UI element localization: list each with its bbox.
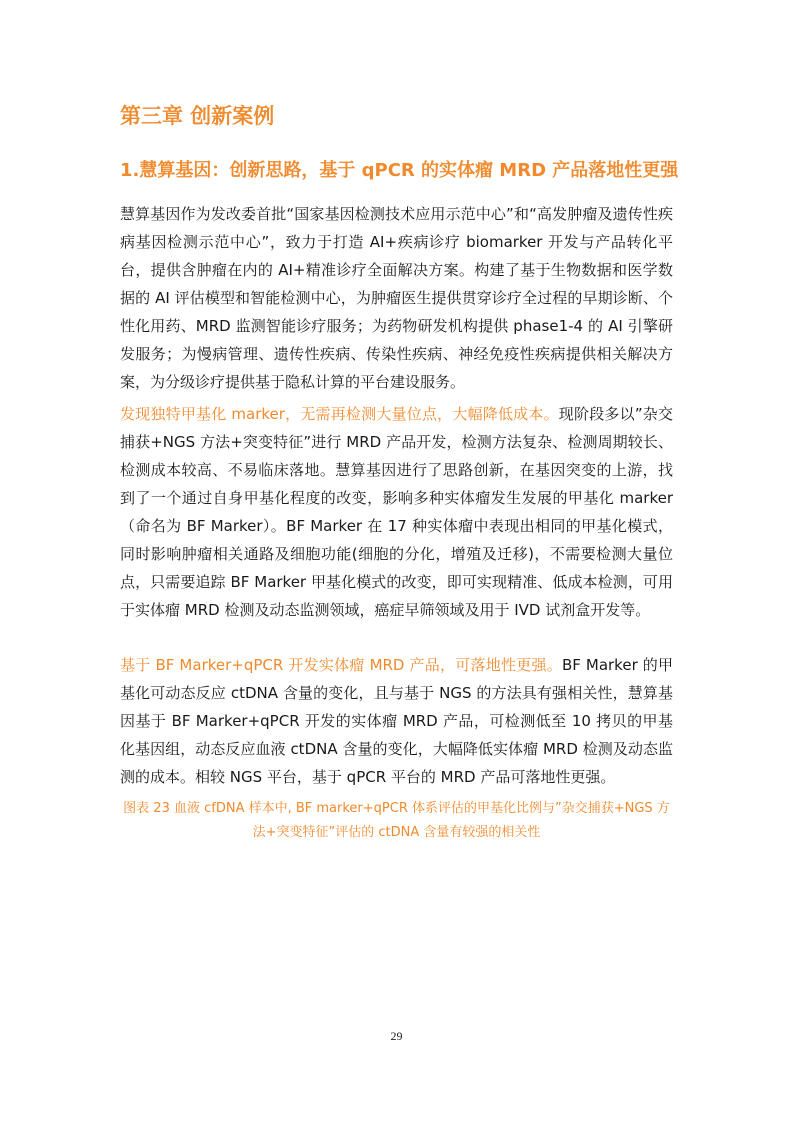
paragraph-text: 现阶段多以”杂交捕获+NGS 方法+突变特征”进行 MRD 产品开发，检测方法复杂、检测周期较长、检测成本较高、不易临床落地。慧算基因进行了思路创新，在基因突变的上游，找到了一个通过自身甲基化程度的改变，影响多种实体瘤发生发展的甲基化 marker（命名为 BF Marker）。BF Marker 在 17 种实体瘤中表现出相同的甲基化模式，同时影响肿瘤相关通路及细胞功能(细胞的分化，增殖及迁移)，不需要检测大量位点，只需要追踪 BF Marker 甲基化模式的改变，即可实现精准、低成本检测，可用于实体瘤 MRD 检测及动态监测领域，癌症早筛领域及用于 IVD 试剂盒开发等。 <box>120 405 673 619</box>
section-title: 1.慧算基因：创新思路，基于 qPCR 的实体瘤 MRD 产品落地性更强 <box>120 160 679 181</box>
paragraph-highlight: 发现独特甲基化 marker，无需再检测大量位点，大幅降低成本。 <box>120 405 559 423</box>
paragraph-text: 慧算基因作为发改委首批“国家基因检测技术应用示范中心”和“高发肿瘤及遗传性疾病基因检测示范中心”，致力于打造 AI+疾病诊疗 biomarker 开发与产品转化平台，提供含肿瘤在内的 AI+精准诊疗全面解决方案。构建了基于生物数据和医学数据的 AI 评估模型和智能检测中心，为肿瘤医生提供贯穿诊疗全过程的早期诊断、个性化用药、MRD 监测智能诊疗服务；为药物研发机构提供 phase1-4 的 AI 引擎研发服务；为慢病管理、遗传性疾病、传染性疾病、神经免疫性疾病提供相关解决方案，为分级诊疗提供基于隐私计算的平台建设服务。 <box>120 205 673 391</box>
figure-caption: 图表 23 血液 cfDNA 样本中, BF marker+qPCR 体系评估的甲基化比例与”杂交捕获+NGS 方法+突变特征”评估的 ctDNA 含量有较强的相关性 <box>123 801 670 840</box>
chapter-title: 第三章 创新案例 <box>120 104 275 128</box>
paragraph-qpcr-product <box>120 651 673 791</box>
page-number: 29 <box>390 1029 403 1043</box>
paragraph-highlight: 基于 BF Marker+qPCR 开发实体瘤 MRD 产品，可落地性更强。 <box>120 656 562 674</box>
paragraph-company-intro <box>120 200 673 396</box>
paragraph-methylation-marker <box>120 400 673 624</box>
paragraph-text: BF Marker 的甲基化可动态反应 ctDNA 含量的变化，且与基于 NGS 的方法具有强相关性，慧算基因基于 BF Marker+qPCR 开发的实体瘤 MRD 产品，可检测低至 10 拷贝的甲基化基因组，动态反应血液 ctDNA 含量的变化，大幅降低实体瘤 MRD 检测及动态监测的成本。相较 NGS 平台，基于 qPCR 平台的 MRD 产品可落地性更强。 <box>120 656 673 786</box>
